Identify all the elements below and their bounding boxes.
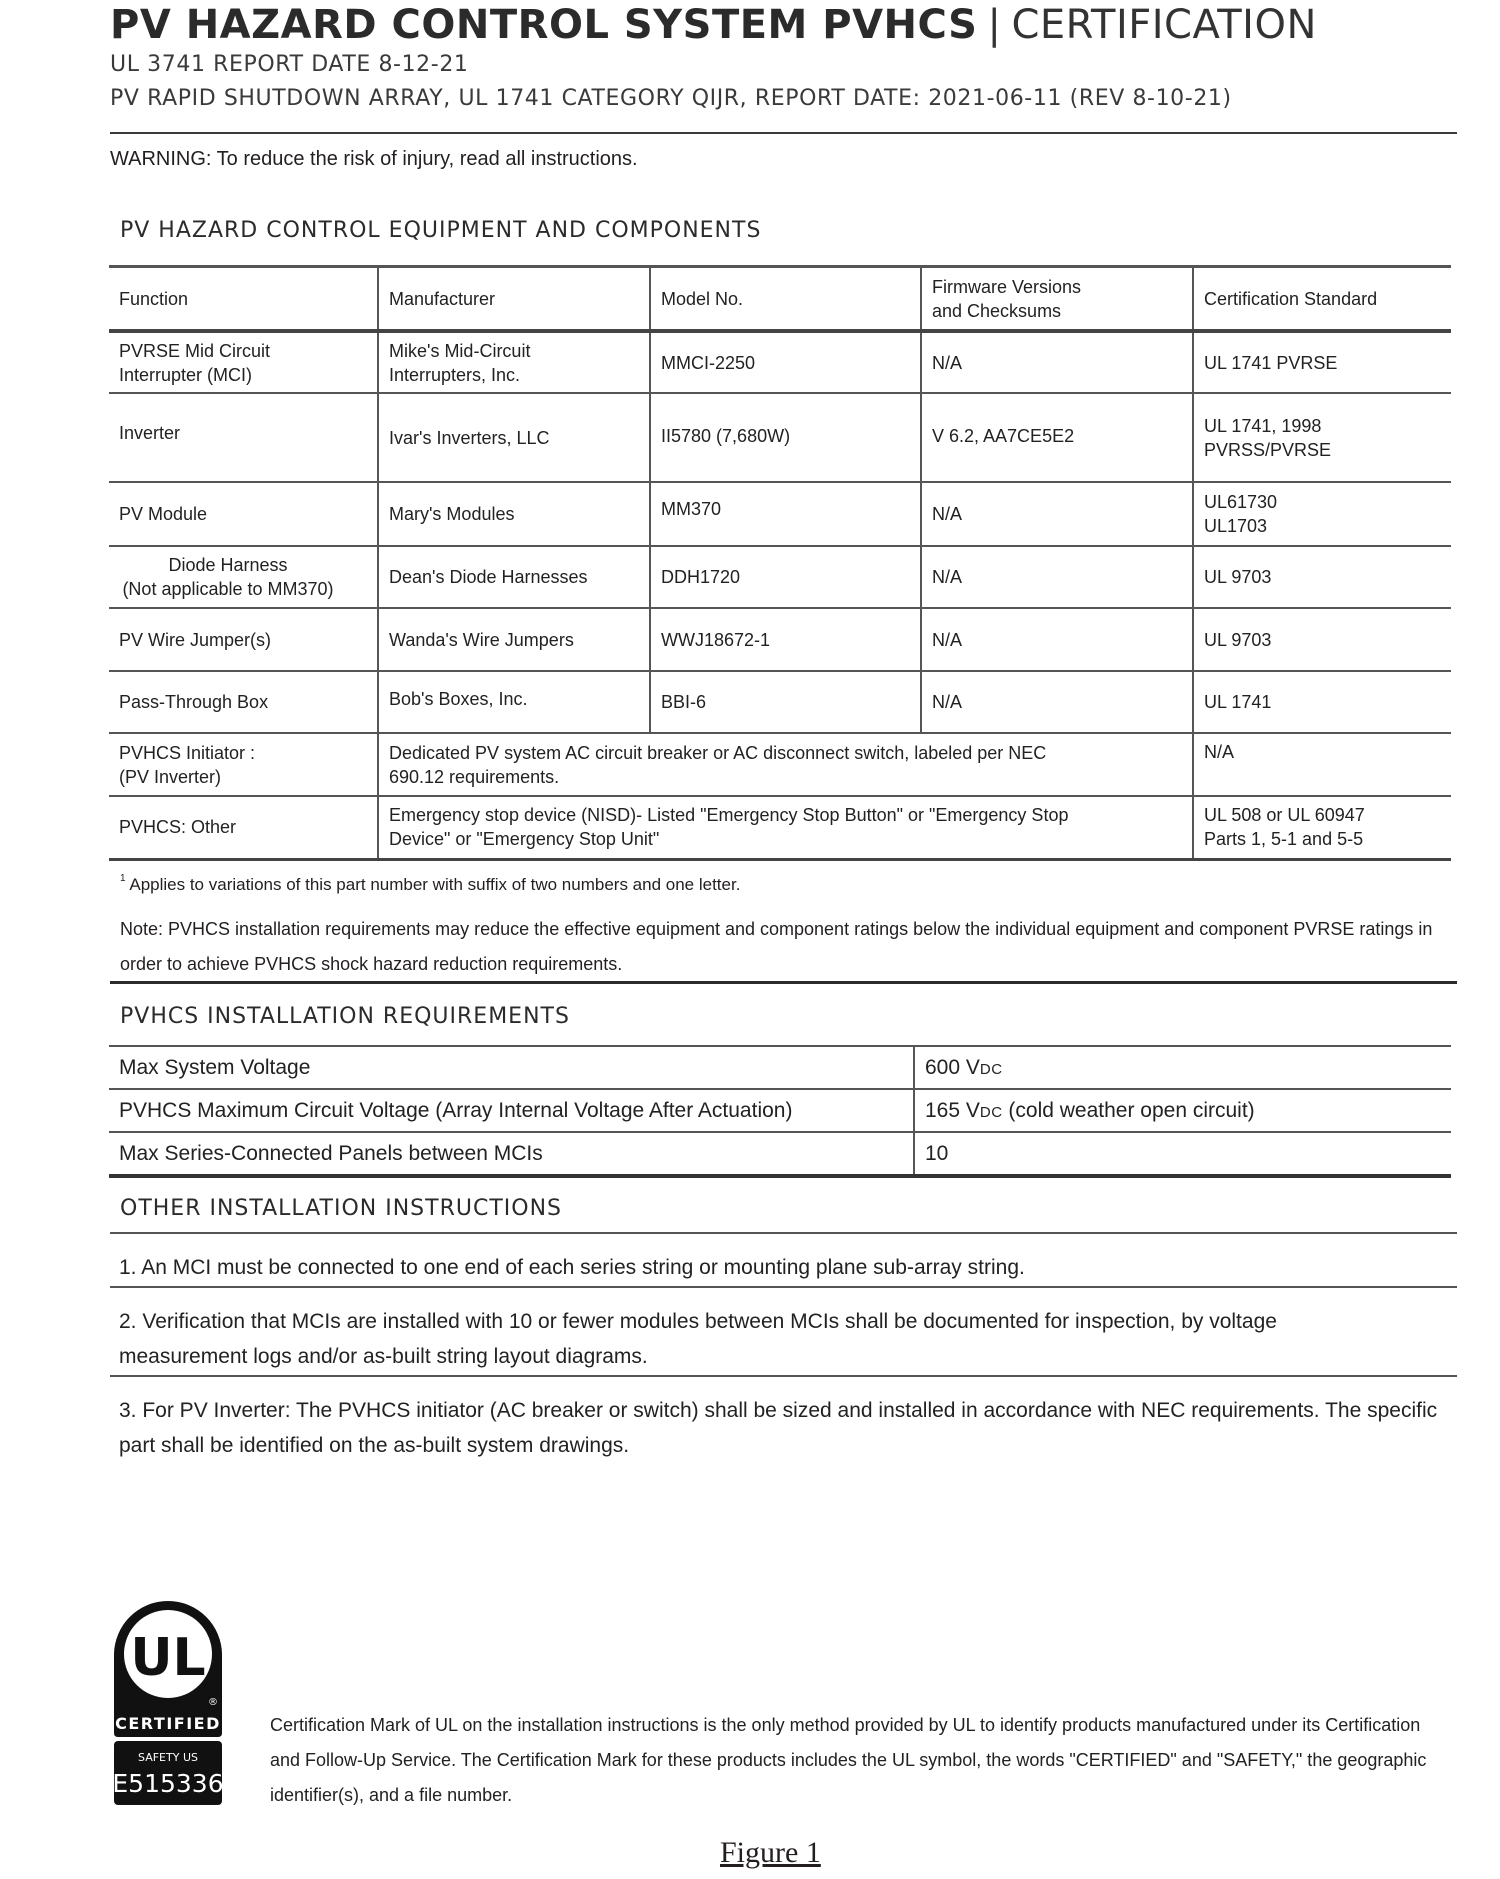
warning-text: WARNING: To reduce the risk of injury, read all instructions. (110, 148, 638, 170)
instruction-item (109, 1250, 1451, 1285)
table-row (109, 608, 1451, 671)
cell-model: MM370 (650, 482, 921, 546)
col-header-firmware (921, 267, 1193, 332)
cell-description (378, 796, 1193, 859)
cell-standard: UL 9703 (1193, 546, 1451, 608)
instructions-divider (110, 1232, 1457, 1234)
title-certification: CERTIFICATION (1011, 2, 1317, 48)
title-main: PV HAZARD CONTROL SYSTEM PVHCS (110, 2, 978, 48)
table-header-row (109, 267, 1451, 332)
col-header-function: Function (109, 267, 378, 332)
cell-standard (1193, 393, 1451, 482)
cell-model: DDH1720 (650, 546, 921, 608)
instructions-heading: OTHER INSTALLATION INSTRUCTIONS (120, 1196, 562, 1221)
cell-standard: UL 9703 (1193, 608, 1451, 671)
standard-line: Parts 1, 5-1 and 5-5 (1204, 829, 1364, 850)
manufacturer-line: Interrupters, Inc. (389, 364, 521, 385)
description-line: 690.12 requirements. (389, 766, 560, 787)
value-number: 10 (925, 1141, 949, 1165)
cell-description (378, 733, 1193, 796)
cell-model: BBI-6 (650, 671, 921, 733)
instruction-item (109, 1393, 1451, 1463)
certified-label: CERTIFIED (115, 1714, 221, 1733)
subtitle-rapid-shutdown: PV RAPID SHUTDOWN ARRAY, UL 1741 CATEGORY QIJR, REPORT DATE: 2021-06-11 (REV 8-10-21) (110, 86, 1232, 111)
table-row (109, 671, 1451, 733)
requirement-row (109, 1046, 1451, 1089)
cell-model: WWJ18672-1 (650, 608, 921, 671)
cell-function (109, 331, 378, 393)
table-row (109, 331, 1451, 393)
cell-manufacturer: Ivar's Inverters, LLC (378, 393, 650, 482)
requirement-value (914, 1132, 1451, 1176)
standard-line: UL 508 or UL 60947 (1204, 805, 1365, 826)
cell-model: MMCI-2250 (650, 331, 921, 393)
registered-mark: ® (208, 1697, 218, 1708)
instruction-divider (110, 1286, 1457, 1288)
cell-function (109, 546, 378, 608)
table-row (109, 482, 1451, 546)
figure-caption: Figure 1 (720, 1836, 821, 1869)
value-unit: DC (979, 1103, 1003, 1121)
cell-function: Inverter (109, 393, 378, 482)
equipment-table (109, 265, 1451, 861)
document-title (110, 2, 1317, 48)
footnote-text: Applies to variations of this part number with suffix of two numbers and one letter. (129, 875, 741, 894)
instruction-divider (110, 1375, 1457, 1377)
cell-manufacturer: Wanda's Wire Jumpers (378, 608, 650, 671)
cell-standard: UL 1741 PVRSE (1193, 331, 1451, 393)
cell-firmware: N/A (921, 546, 1193, 608)
ul-letters: UL (130, 1628, 206, 1688)
requirements-table (109, 1045, 1451, 1178)
function-line: PVHCS Initiator : (119, 742, 256, 763)
table-row (109, 546, 1451, 608)
cell-standard: UL 1741 (1193, 671, 1451, 733)
title-separator: | (987, 2, 1002, 48)
cell-function: PVHCS: Other (109, 796, 378, 859)
cell-firmware: N/A (921, 331, 1193, 393)
instruction-text: 2. Verification that MCIs are installed with 10 or fewer modules between MCIs shall be documented for inspection, by voltage measurement logs and/or as-built string layout diagrams. (119, 1310, 1277, 1368)
cell-firmware: N/A (921, 671, 1193, 733)
function-line: Interrupter (MCI) (119, 364, 253, 385)
requirement-label: Max System Voltage (109, 1046, 914, 1089)
requirement-row (109, 1089, 1451, 1132)
instruction-item (109, 1304, 1451, 1374)
cell-model: II5780 (7,680W) (650, 393, 921, 482)
standard-line: UL1703 (1204, 516, 1268, 536)
table-row (109, 393, 1451, 482)
subtitle-report-date: UL 3741 REPORT DATE 8-12-21 (110, 52, 469, 77)
file-number: E515336 (112, 1769, 224, 1798)
cell-manufacturer: Mary's Modules (378, 482, 650, 546)
cell-manufacturer: Bob's Boxes, Inc. (378, 671, 650, 733)
header-divider (110, 132, 1457, 134)
standard-line: PVRSS/PVRSE (1204, 439, 1332, 460)
cell-standard (1193, 482, 1451, 546)
instruction-text: 1. An MCI must be connected to one end of each series string or mounting plane sub-array string. (119, 1256, 1025, 1279)
value-number: 165 V (925, 1098, 980, 1122)
cell-function: PV Wire Jumper(s) (109, 608, 378, 671)
table-row (109, 796, 1451, 859)
ul-mark-icon (112, 1597, 224, 1807)
safety-us-label: SAFETY US (138, 1751, 198, 1764)
standard-line: UL 1741, 1998 (1204, 415, 1322, 436)
cell-firmware: N/A (921, 482, 1193, 546)
table-row (109, 733, 1451, 796)
cell-function: PV Module (109, 482, 378, 546)
function-line: (PV Inverter) (119, 766, 222, 787)
footnote (120, 875, 740, 895)
cell-standard: N/A (1193, 733, 1451, 796)
description-line: Emergency stop device (NISD)- Listed "Emergency Stop Button" or "Emergency Stop (389, 805, 1069, 826)
col-header-model: Model No. (650, 267, 921, 332)
equipment-heading: PV HAZARD CONTROL EQUIPMENT AND COMPONENTS (120, 218, 762, 243)
cell-manufacturer: Dean's Diode Harnesses (378, 546, 650, 608)
requirement-row (109, 1132, 1451, 1176)
ratings-note: Note: PVHCS installation requirements may reduce the effective equipment and component ratings below the individual equipment and component PVRSE ratings in order to achieve PVHCS shock hazard reduction requirements. (120, 919, 1433, 974)
requirement-value (914, 1089, 1451, 1132)
standard-line: UL61730 (1204, 492, 1278, 512)
function-line: PVRSE Mid Circuit (119, 340, 271, 361)
ul-certified-logo (112, 1597, 222, 1812)
value-unit: DC (979, 1060, 1003, 1078)
col-header-manufacturer: Manufacturer (378, 267, 650, 332)
requirement-label: Max Series-Connected Panels between MCIs (109, 1132, 914, 1176)
function-line: Diode Harness (168, 555, 288, 575)
footnote-mark: 1 (120, 873, 126, 884)
manufacturer-line: Mike's Mid-Circuit (389, 340, 531, 361)
value-number: 600 V (925, 1055, 980, 1079)
function-line: (Not applicable to MM370) (122, 579, 334, 599)
value-note: (cold weather open circuit) (1002, 1098, 1255, 1122)
requirements-heading: PVHCS INSTALLATION REQUIREMENTS (120, 1004, 570, 1029)
cell-standard (1193, 796, 1451, 859)
cell-firmware: N/A (921, 608, 1193, 671)
col-header-standard: Certification Standard (1193, 267, 1451, 332)
description-line: Dedicated PV system AC circuit breaker or AC disconnect switch, labeled per NEC (389, 742, 1047, 763)
requirement-label: PVHCS Maximum Circuit Voltage (Array Internal Voltage After Actuation) (109, 1089, 914, 1132)
cell-manufacturer (378, 331, 650, 393)
cell-firmware: V 6.2, AA7CE5E2 (921, 393, 1193, 482)
requirements-divider (110, 981, 1457, 984)
requirement-value (914, 1046, 1451, 1089)
firmware-header-line-1: Firmware Versions (932, 276, 1082, 297)
cell-function: Pass-Through Box (109, 671, 378, 733)
cell-function (109, 733, 378, 796)
instruction-text: 3. For PV Inverter: The PVHCS initiator (AC breaker or switch) shall be sized and installed in accordance with NEC requirements. The specific part shall be identified on the as-built system drawings. (119, 1399, 1438, 1457)
firmware-header-line-2: and Checksums (932, 300, 1062, 321)
certification-text: Certification Mark of UL on the installation instructions is the only method provided by UL to identify products manufactured under its Certification and Follow-Up Service. The Certification Mark for these products includes the UL symbol, the words "CERTIFIED" and "SAFETY," the geographic identifier(s), and a file number. (270, 1715, 1427, 1805)
description-line: Device" or "Emergency Stop Unit" (389, 829, 660, 850)
